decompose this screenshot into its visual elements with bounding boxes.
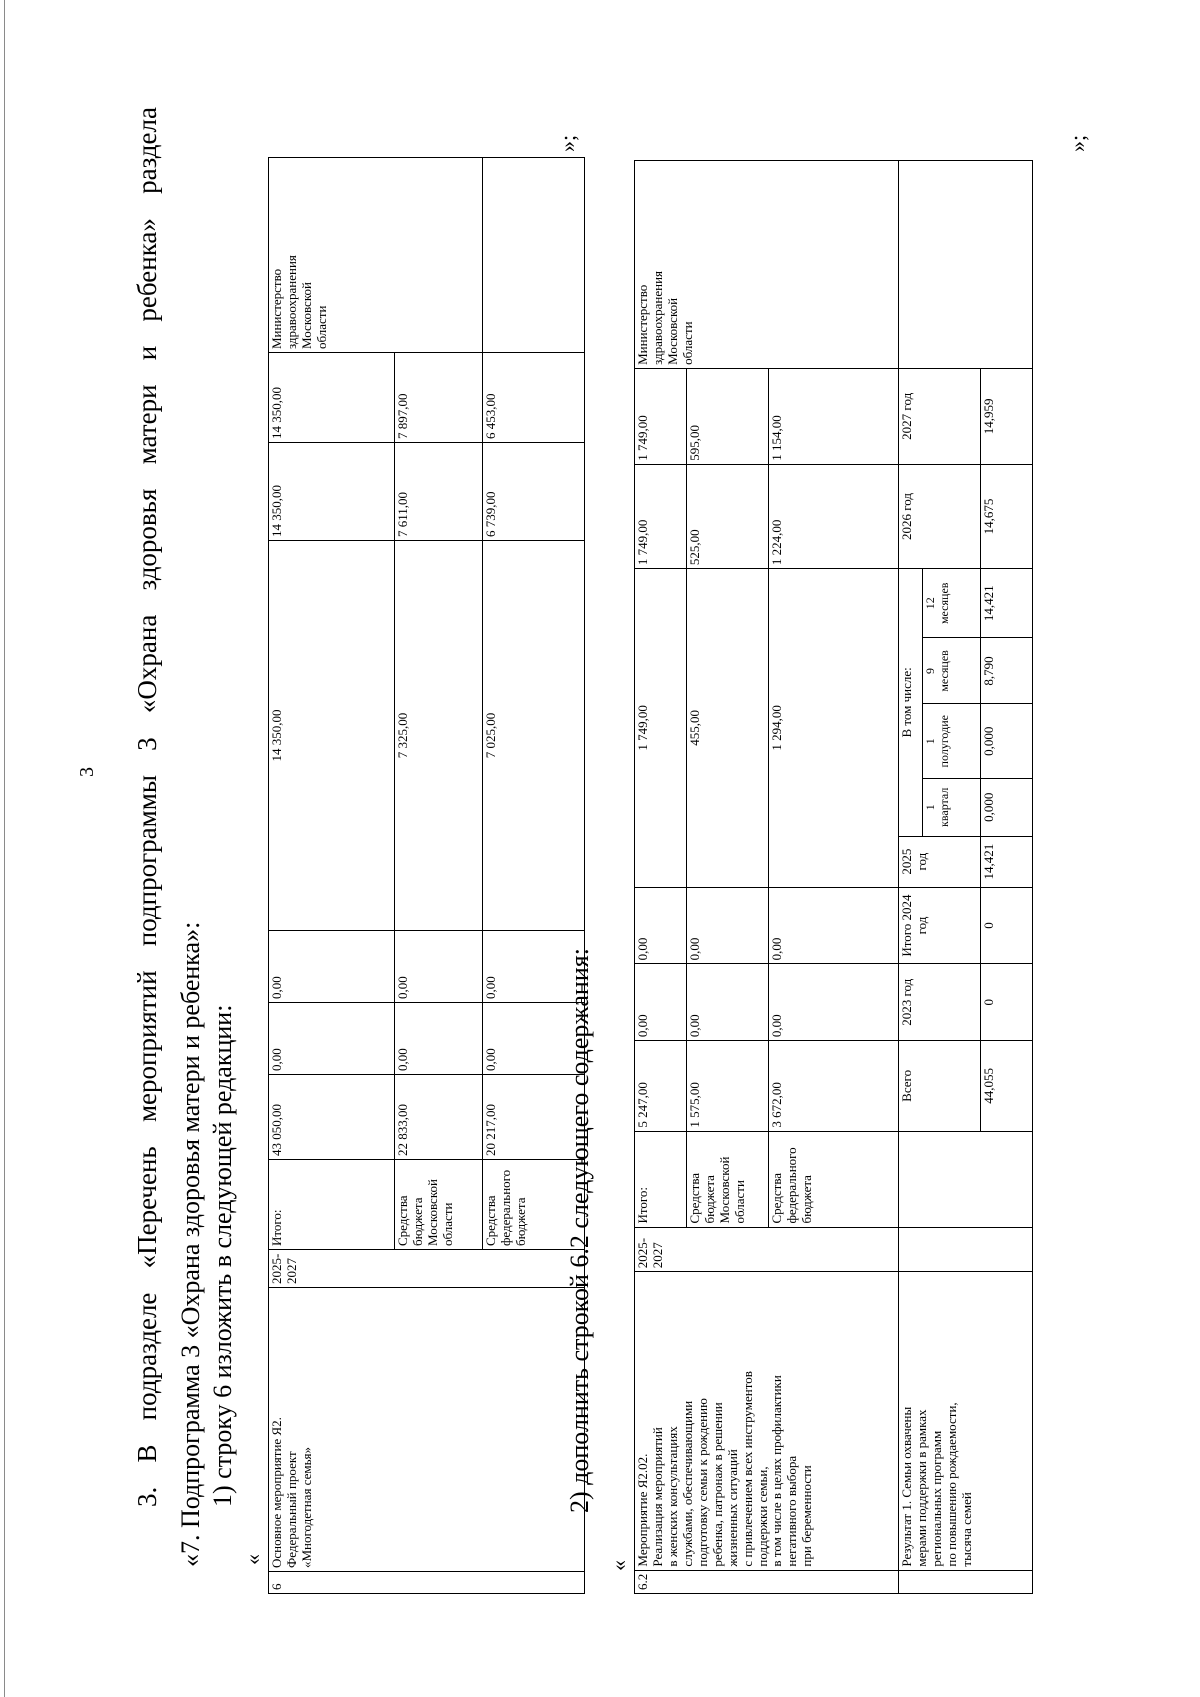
executor: Министерство здравоохранения Московской области xyxy=(635,161,899,369)
cell-2025: 1 294,00 xyxy=(769,569,899,888)
cell-total: 43 050,00 xyxy=(269,1075,395,1160)
cell-total: 3 672,00 xyxy=(769,1041,899,1132)
value-total: 44,055 xyxy=(981,1041,1033,1132)
cell-2026: 7 611,00 xyxy=(395,443,483,541)
value-9m: 8,790 xyxy=(981,638,1033,704)
cell-2024: 0,00 xyxy=(269,931,395,1003)
intro-word: «Охрана xyxy=(132,614,162,714)
header-total: Всего xyxy=(899,1041,981,1132)
intro-word: ребенка» xyxy=(132,218,162,322)
cell-2026: 6 739,00 xyxy=(483,443,585,541)
funding-source: Итого: xyxy=(269,1160,395,1250)
cell-2026: 525,00 xyxy=(687,464,769,568)
cell-2027: 1 154,00 xyxy=(769,368,899,464)
cell-2027: 14 350,00 xyxy=(269,353,395,443)
cell-2023: 0,00 xyxy=(769,964,899,1041)
page-number: 3 xyxy=(76,767,98,777)
funding-source: Средства федерального бюджета xyxy=(769,1131,899,1227)
intro-word: здоровья xyxy=(132,488,162,591)
value-q1: 0,000 xyxy=(981,779,1033,837)
row-number: 6.2 xyxy=(635,1570,899,1593)
event-period: 2025- 2027 xyxy=(269,1250,585,1288)
header-2027: 2027 год xyxy=(899,368,981,464)
table-row xyxy=(635,161,687,1594)
intro-line-2: «7. Подпрограмма 3 «Охрана здоровья матери и ребенка»: xyxy=(176,921,205,1567)
executor-empty xyxy=(483,158,585,353)
cell-2023: 0,00 xyxy=(483,1003,585,1075)
cell-2025: 7 025,00 xyxy=(483,541,585,931)
cell-2027: 6 453,00 xyxy=(483,353,585,443)
header-2026: 2026 год xyxy=(899,464,981,568)
header-2023: 2023 год xyxy=(899,964,981,1041)
value-h1: 0,000 xyxy=(981,704,1033,779)
table-row-6-2 xyxy=(634,160,1033,1594)
intro-word: раздела xyxy=(132,107,162,194)
value-2026: 14,675 xyxy=(981,464,1033,568)
cell-2024: 0,00 xyxy=(635,887,687,964)
result-number-empty xyxy=(899,1570,1033,1593)
intro-word: 3 xyxy=(132,737,162,751)
table-row xyxy=(269,158,395,1594)
cell-2025: 1 749,00 xyxy=(635,569,687,888)
intro-word: «Перечень xyxy=(132,1146,162,1269)
cell-2026: 1 224,00 xyxy=(769,464,899,568)
item-1-text: 1) строку 6 изложить в следующей редакции: xyxy=(208,1004,237,1507)
result-period-empty xyxy=(899,1227,1033,1272)
cell-2025: 14 350,00 xyxy=(269,541,395,931)
cell-2023: 0,00 xyxy=(635,964,687,1041)
intro-word: В xyxy=(132,1444,162,1463)
cell-total: 5 247,00 xyxy=(635,1041,687,1132)
cell-2024: 0,00 xyxy=(395,931,483,1003)
cell-2024: 0,00 xyxy=(769,887,899,964)
cell-2023: 0,00 xyxy=(687,964,769,1041)
cell-2025: 455,00 xyxy=(687,569,769,888)
event-period: 2025- 2027 xyxy=(635,1227,899,1272)
open-quote-2: « xyxy=(606,1560,631,1571)
value-12m: 14,421 xyxy=(981,569,1033,638)
row-number: 6 xyxy=(269,1572,585,1594)
intro-word: мероприятий xyxy=(132,970,162,1123)
cell-2023: 0,00 xyxy=(269,1003,395,1075)
cell-2027: 595,00 xyxy=(687,368,769,464)
item-2-text: 2) дополнить строкой 6.2 следующего содержания: xyxy=(565,948,594,1513)
funding-source: Итого: xyxy=(635,1131,687,1227)
intro-line-1 xyxy=(132,107,163,1507)
funding-source: Средства бюджета Московской области xyxy=(687,1131,769,1227)
cell-2026: 14 350,00 xyxy=(269,443,395,541)
cell-2026: 1 749,00 xyxy=(635,464,687,568)
cell-2024: 0,00 xyxy=(687,887,769,964)
intro-word: и xyxy=(132,345,162,361)
header-2025: 2025 год xyxy=(899,836,981,887)
header-including: В том числе: xyxy=(899,569,923,836)
funding-source: Средства бюджета Московской области xyxy=(395,1160,483,1250)
cell-2024: 0,00 xyxy=(483,931,585,1003)
intro-word: 3. xyxy=(132,1486,162,1507)
close-quote-2: »; xyxy=(1065,134,1090,152)
result-source-empty xyxy=(899,1131,1033,1227)
executor: Министерство здравоохранения Московской области xyxy=(269,158,483,353)
cell-2027: 7 897,00 xyxy=(395,353,483,443)
intro-word: подпрограммы xyxy=(132,775,162,947)
header-q1: 1 квартал xyxy=(923,779,981,837)
cell-2023: 0,00 xyxy=(395,1003,483,1075)
close-quote-1: »; xyxy=(555,134,580,152)
event-name: Основное мероприятие Я2. Федеральный проект «Многодетная семья» xyxy=(269,1288,585,1572)
cell-total: 22 833,00 xyxy=(395,1075,483,1160)
value-2024: 0 xyxy=(981,887,1033,964)
cell-total: 20 217,00 xyxy=(483,1075,585,1160)
intro-word: подразделе xyxy=(132,1292,162,1421)
table-row xyxy=(899,161,923,1594)
cell-2027: 1 749,00 xyxy=(635,368,687,464)
cell-total: 1 575,00 xyxy=(687,1041,769,1132)
value-2023: 0 xyxy=(981,964,1033,1041)
result-name: Результат 1. Семьи охвачены мерами поддержки в рамках региональных программ по повышению рождаемости, тысяча семей xyxy=(899,1272,1033,1570)
value-2025: 14,421 xyxy=(981,836,1033,887)
header-12m: 12 месяцев xyxy=(923,569,981,638)
intro-word: матери xyxy=(132,384,162,465)
header-2024: Итого 2024 год xyxy=(899,887,981,964)
funding-source: Средства федерального бюджета xyxy=(483,1160,585,1250)
open-quote-1: « xyxy=(240,1554,265,1565)
header-9m: 9 месяцев xyxy=(923,638,981,704)
header-h1: 1 полугодие xyxy=(923,704,981,779)
value-2027: 14,959 xyxy=(981,368,1033,464)
table-row-6 xyxy=(268,157,585,1594)
result-executor-empty xyxy=(899,161,1033,369)
event-name: Мероприятие Я2.02. Реализация мероприятий в женских консультациях службами, обеспечивающими подготовку семьи к рождению ребенка, патронаж в решении жизненных ситуаций с привлечением всех инструментов поддержки семьи, в том числе в целях профилактики негативного выбора при беременности xyxy=(635,1272,899,1570)
cell-2025: 7 325,00 xyxy=(395,541,483,931)
